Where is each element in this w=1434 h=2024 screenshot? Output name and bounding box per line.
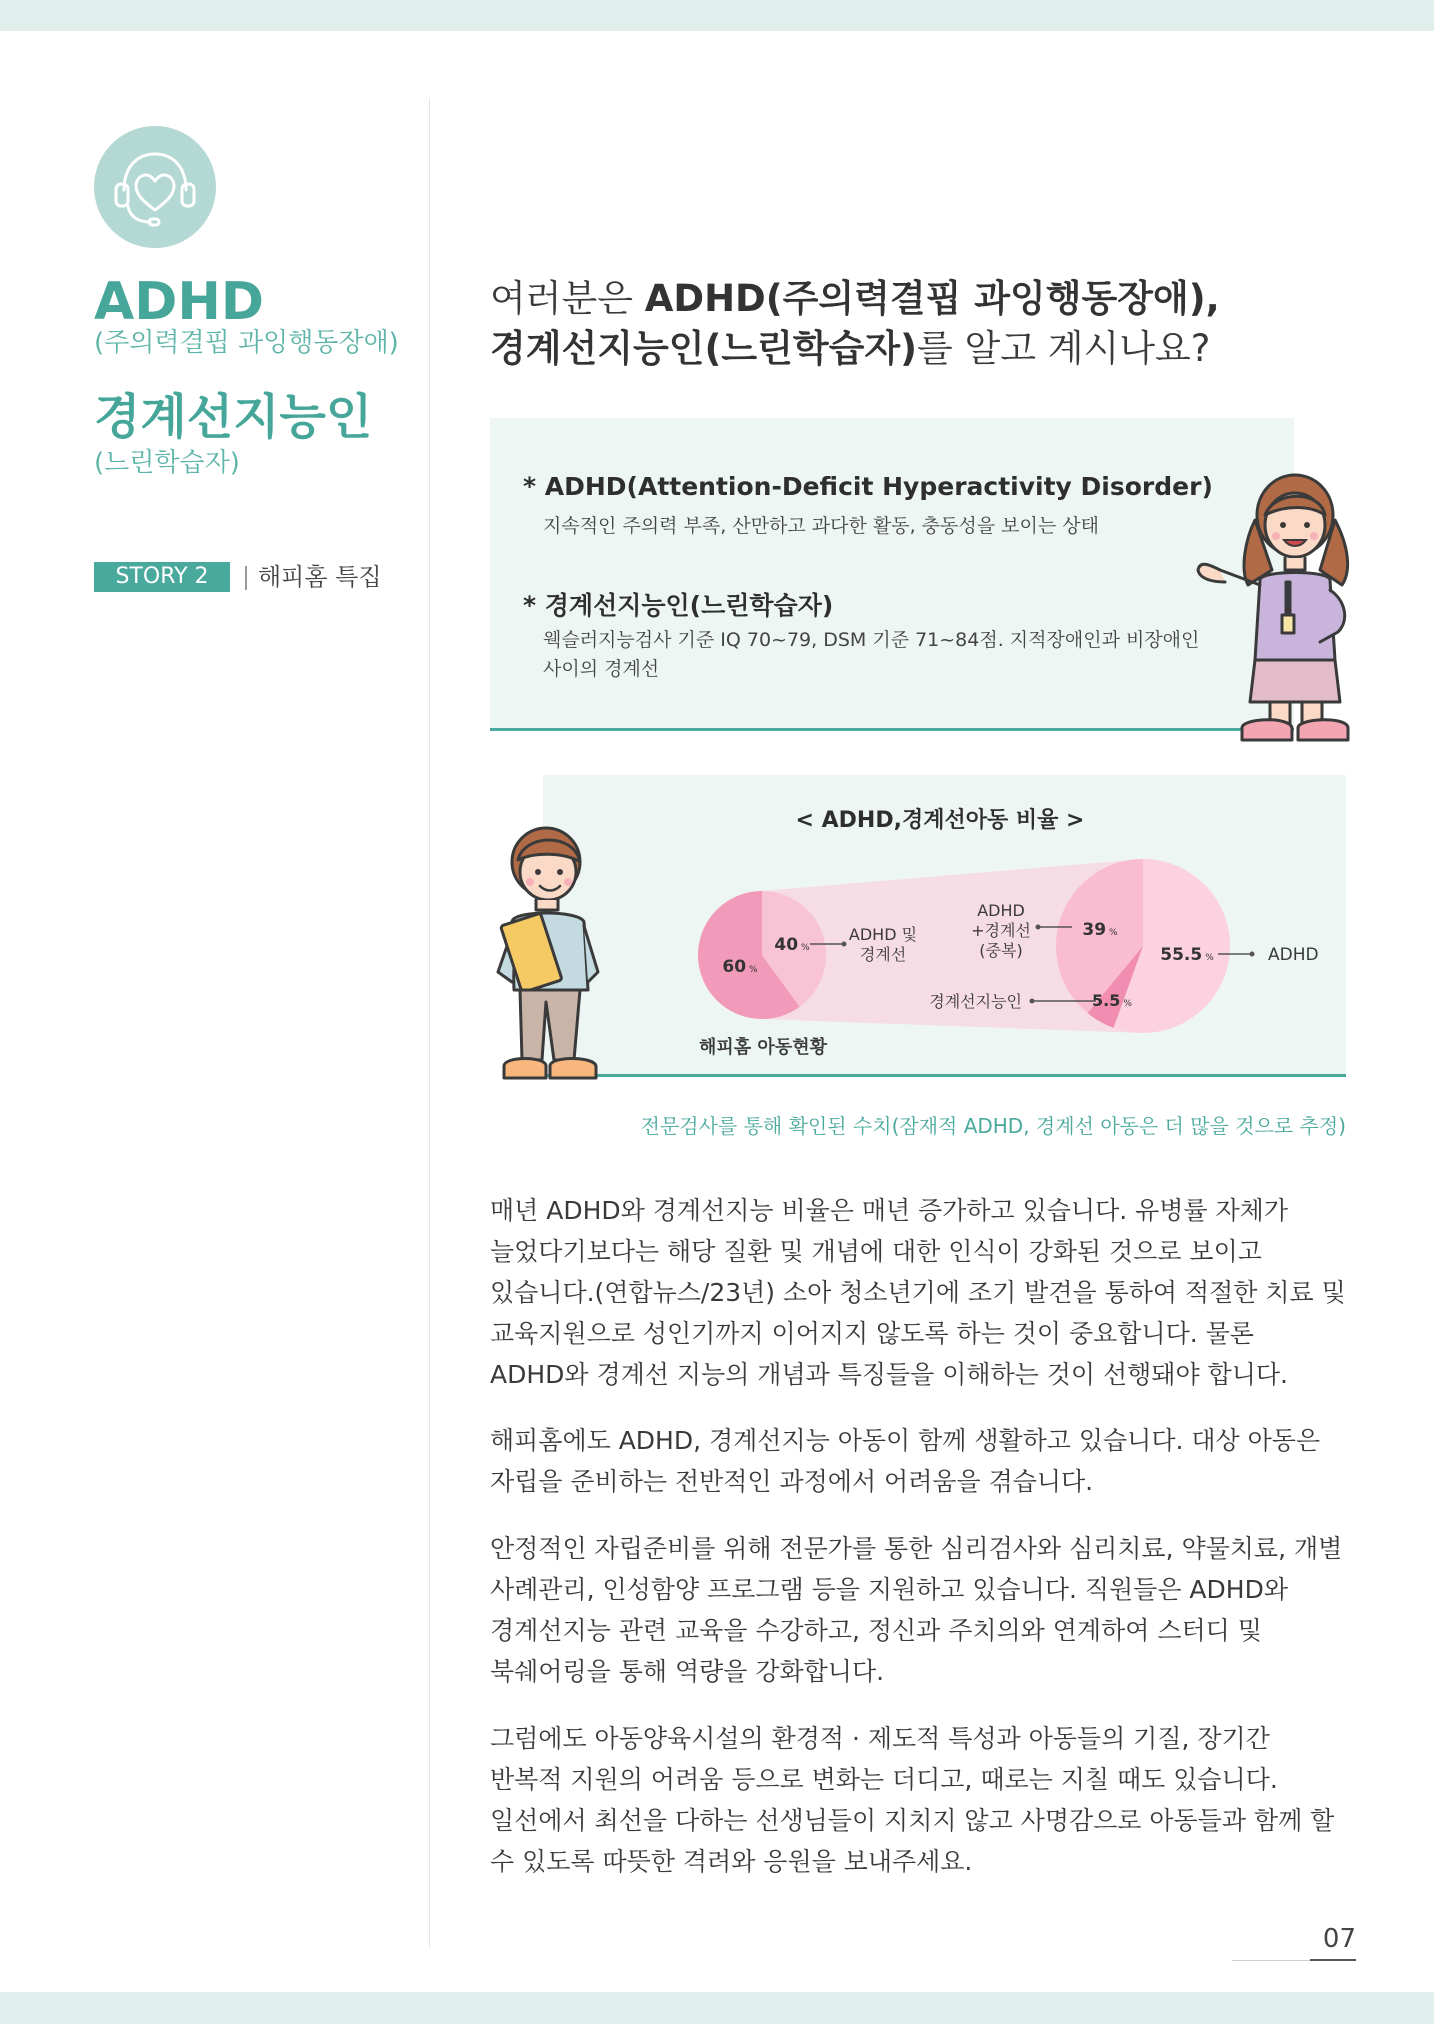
leader-5-5-dot xyxy=(1030,999,1035,1004)
value-label-39: 39 % xyxy=(1082,920,1118,940)
page-number: 07 xyxy=(1322,1924,1356,1954)
heading-line-1-pre: 여러분은 xyxy=(490,277,645,320)
chart-title: < ADHD,경계선아동 비율 > xyxy=(795,808,1085,833)
label-overlap-1: ADHD xyxy=(977,901,1025,920)
leader-adhd-dot xyxy=(1250,952,1255,957)
label-adhd: ADHD xyxy=(1268,945,1319,965)
value-label-55-5: 55.5 % xyxy=(1160,945,1214,965)
chart-note: 전문검사를 통해 확인된 수치(잠재적 ADHD, 경계선 아동은 더 많을 것으로 추정) xyxy=(640,1114,1346,1138)
page-number-rule-accent xyxy=(1310,1959,1356,1961)
leader-39-dot xyxy=(1036,925,1041,930)
value-label-5-5: 5.5 % xyxy=(1092,991,1132,1010)
label-overlap-2: +경계선 xyxy=(971,921,1031,940)
label-adhd-and-border-2: 경계선 xyxy=(859,945,907,964)
pie-caption-happyhome: 해피홈 아동현황 xyxy=(699,1037,827,1058)
label-borderline: 경계선지능인 xyxy=(929,992,1022,1011)
label-adhd-and-border-1: ADHD 및 xyxy=(848,925,918,944)
paragraph-4: 그럼에도 아동양육시설의 환경적 · 제도적 특성과 아동들의 기질, 장기간 반복적 지원의 어려움 등으로 변화는 더디고, 때로는 지칠 때도 있습니다. 일선에서 최선을 다하는 선생님들이 지치지 않고 사명감으로 아동들과 함께 할 수 있도록 따뜻한 격려와 응원을 보내주세요. xyxy=(490,1724,1335,1876)
heading-line-2-bold: 경계선지능인(느린학습자) xyxy=(490,327,917,370)
definition-text-borderline: 웩슬러지능검사 기준 IQ 70~79, DSM 기준 71~84점. 지적장애인과 비장애인 사이의 경계선 xyxy=(543,629,1200,680)
sidebar-title-borderline: 경계선지능인 xyxy=(94,389,373,445)
value-label-60: 60 % xyxy=(722,957,758,977)
value-label-40: 40 % xyxy=(774,935,810,955)
story-tag: STORY 2 xyxy=(94,562,230,592)
leader-40-dot xyxy=(842,942,847,947)
definition-text-adhd: 지속적인 주의력 부족, 산만하고 과다한 활동, 충동성을 보이는 상태 xyxy=(543,515,1099,537)
label-overlap-3: (중복) xyxy=(979,941,1023,960)
definition-title-borderline: * 경계선지능인(느린학습자) xyxy=(523,591,834,620)
definition-title-adhd: * ADHD(Attention-Deficit Hyperactivity Disorder) xyxy=(523,472,1213,501)
paragraph-3: 안정적인 자립준비를 위해 전문가를 통한 심리검사와 심리치료, 약물치료, 개별 사례관리, 인성함양 프로그램 등을 지원하고 있습니다. 직원들은 ADHD와 경계선지능 관련 교육을 수강하고, 정신과 주치의와 연계하여 스터디 및 북쉐어링을 통해 역량을 강화합니다. xyxy=(490,1534,1343,1686)
heading-line-1-bold: ADHD(주의력결핍 과잉행동장애), xyxy=(644,277,1220,320)
sidebar-subtitle-borderline: (느린학습자) xyxy=(94,448,240,478)
paragraph-1: 매년 ADHD와 경계선지능 비율은 매년 증가하고 있습니다. 유병률 자체가 늘었다기보다는 해당 질환 및 개념에 대한 인식이 강화된 것으로 보이고 있습니다.(연합뉴스/23년) 소아 청소년기에 조기 발견을 통하여 적절한 치료 및 교육지원으로 성인기까지 이어지지 않도록 하는 것이 중요합니다. 물론 ADHD와 경계선 지능의 개념과 특징들을 이해하는 것이 선행돼야 합니다. xyxy=(490,1196,1346,1389)
paragraph-2: 해피홈에도 ADHD, 경계선지능 아동이 함께 생활하고 있습니다. 대상 아동은 자립을 준비하는 전반적인 과정에서 어려움을 겪습니다. xyxy=(490,1426,1321,1496)
sidebar-subtitle-adhd: (주의력결핍 과잉행동장애) xyxy=(94,328,399,358)
story-label: 해피홈 특집 xyxy=(258,563,382,591)
heading-line-2-post: 를 알고 계시나요? xyxy=(916,327,1211,370)
sidebar-title-adhd: ADHD xyxy=(94,272,265,332)
